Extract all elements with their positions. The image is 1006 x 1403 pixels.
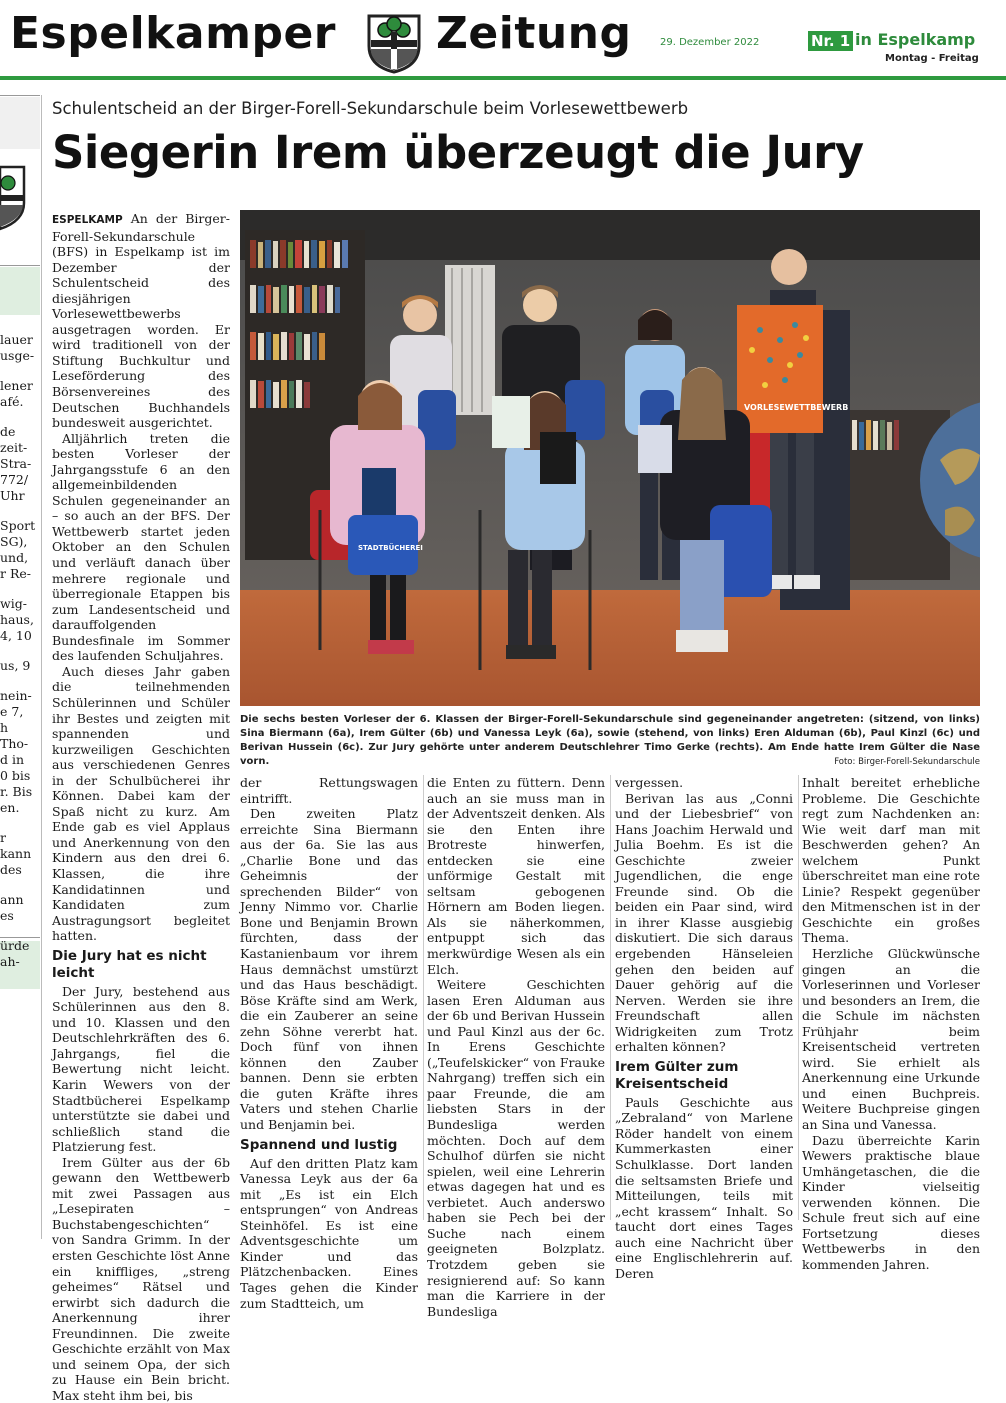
paper-name-second: Zeitung (436, 8, 632, 59)
strip-text-line: nein- (0, 688, 32, 703)
strip-text-line: ah- (0, 954, 20, 969)
strip-text-line: ürde (0, 938, 30, 953)
article-column-5 (802, 775, 980, 1273)
paragraph: Den zweiten Platz erreichte Sina Biermann aus der 6a. Sie las aus „Charlie Bone und das Geheimnis der sprechenden Bilder“ von Jenny Nimmo vor. Charlie Bone und Benjamin Brown fürchten, dass der Kastanienbaum vor ihrem Haus demnächst umstürzt und das Haus beschädigt. Böse Kräfte sind am Werk, die ein Zauberer an seine zehn Söhne vererbt hat. Doch fünf von ihnen können den Zauber bannen. Denn sie erbten die guten Kräfte ihres Vaters und stehen Charlie und Benjamin bei. (240, 806, 418, 1133)
strip-text-line: r (0, 830, 6, 845)
strip-text-line: Uhr (0, 488, 25, 503)
caption-text: Die sechs besten Vorleser der 6. Klassen der Birger-Forell-Sekundarschule sind gegeneinander angetreten: (sitzend, von links) Sina Biermann (6a), Irem Gülter (6b) und Vanessa Leyk (6a), sowie (stehend, von links) Eren Alduman (6b), Paul Kinzl (6c) und Berivan Hussein (6c). Zur Jury gehörte unter anderem Deutschlehrer Timo Gerke (rechts). Am Ende hatte Irem Gülter die Nase vorn. (240, 714, 980, 767)
article-column-4 (615, 775, 793, 1281)
paragraph: Inhalt bereitet erhebliche Probleme. Die Geschichte regt zum Nachdenken an: Wie weit darf man mit Beschwerden gehen? An welchem Punkt überschreitet man eine rote Linie? Respekt gegenüber den Mitmenschen ist in der Geschichte ein großes Thema. (802, 775, 980, 946)
strip-text-line: lauer (0, 332, 33, 347)
subheading: Die Jury hat es nicht leicht (52, 947, 207, 981)
paragraph: Dazu überreichte Karin Wewers praktische blaue Umhängetaschen, die die Kinder vielseitig verwenden können. Die Schule freut sich auf eine Fortsetzung dieses Wettbewerbs in den kommenden Jahren. (802, 1132, 980, 1272)
paragraph: Berivan las aus „Conni und der Liebesbrief“ von Hans Joachim Herwald und Julia Boehm. Es ist die Geschichte zweier Jugendlichen, die enge Freunde sind. Ob die beiden ein Paar sind, wird in ihrer Klasse ausgiebig diskutiert. Die sich daraus ergebenden Hänseleien gehen den beiden auf Dauer gehörig auf die Nerven. Werden sie ihre Freundschaft allen Widrigkeiten zum Trotz erhalten können? (615, 790, 793, 1055)
paragraph: Weitere Geschichten lasen Eren Alduman aus der 6b und Berivan Hussein und Paul Kinzl aus der 6c. In Erens Geschichte („Teufelskicker“ von Frauke Nahrgang) treffen sich ein paar Freunde, die am liebsten Stars in der Bundesliga werden möchten. Doch auf dem Schulhof dürfen sie nicht spielen, weil eine Lehrerin etwas dagegen hat und es verbietet. Auch anderswo haben sie Pech bei der Suche nach einem geeigneten Bolzplatz. Trotzdem geben sie resignierend auf: So kann man die Karriere in der Bundesliga (427, 977, 605, 1319)
photo-credit: Foto: Birger-Forell-Sekundarschule (834, 757, 980, 767)
poster-text: VORLESEWETTBEWERB (744, 403, 849, 412)
strip-text-line: usge- (0, 348, 35, 363)
publication-frequency: Montag - Freitag (885, 53, 979, 64)
strip-text-line: d in (0, 752, 25, 767)
article-column-3 (427, 775, 605, 1319)
paragraph: vergessen. (615, 775, 684, 790)
paragraph (52, 211, 230, 431)
strip-text-line: 4, 10 (0, 628, 32, 643)
strip-text-line: h (0, 720, 9, 735)
masthead-rule (0, 76, 1006, 80)
strip-text-line: es (0, 908, 14, 923)
nr1-text: in Espelkamp (855, 30, 976, 49)
paper-name: Espelkamper (10, 8, 337, 59)
strip-text-line: Tho- (0, 736, 29, 751)
book-cover-3 (638, 425, 672, 473)
book-cover (362, 468, 396, 518)
article-kicker: Schulentscheid an der Birger-Forell-Sekundarschule beim Vorlesewettbewerb (52, 99, 689, 118)
paragraph-text: An der Birger-Forell-Sekundarschule (BFS) in Espelkamp ist im Dezember der Schulentscheid des diesjährigen Vorlesewettbewerbs ausgetragen worden. Er wird traditionell von der Stiftung Buchkultur und Leseförderung des Börsenvereines des Deutschen Buchhandels bundesweit ausgerichtet. (52, 211, 230, 431)
dateline: ESPELKAMP (52, 214, 123, 226)
paragraph: Irem Gülter aus der 6b gewann den Wettbewerb mit zwei Passagen aus „Lesepiraten – Buchstabengeschichten“ von Sandra Grimm. In der ersten Geschichte löst Anne ein kniffliges, „streng geheimes“ Rätsel und erwirbt sich dadurch die Anerkennung ihrer Freundinnen. Die zweite Geschichte erzählt von Max und seinem Opa, der sich zu Hause ein Bein bricht. Max steht ihm bei, bis (52, 1154, 230, 1403)
strip-text-line: en. (0, 800, 20, 815)
strip-text-line: e 7, (0, 704, 24, 719)
article-headline: Siegerin Irem überzeugt die Jury (52, 126, 864, 179)
strip-text-line: kann (0, 846, 32, 861)
subheading: Irem Gülter zum Kreisentscheid (615, 1058, 739, 1092)
strip-text-line: afé. (0, 394, 24, 409)
strip-text-line: des (0, 862, 22, 877)
strip-text-line: r. Bis (0, 784, 33, 799)
paragraph: Pauls Geschichte aus „Zebraland“ von Marlene Röder handelt von einem Kummerkasten einer Schulklasse. Dort landen die seltsamsten Briefe und Mitteilungen, teils mit „echt krassem“ Inhalt. So taucht dort eines Tages auch eine Nachricht über eine Englischlehrerin auf. Deren (615, 1094, 793, 1281)
crest-fragment-icon (0, 163, 26, 235)
article-photo (240, 210, 980, 706)
subheading: Spannend und lustig (240, 1136, 398, 1153)
paragraph: die Enten zu füttern. Denn auch an sie muss man in der Adventszeit denken. Als sie den Enten ihre Brotreste hinwerfen, entdecken sie eine unförmige Gestalt mit seltsam gebogenen Hörnern am Boden liegen. Als sie näherkommen, entpuppt sich das merkwürdige Wesen als ein Elch. (427, 775, 605, 977)
issue-date: 29. Dezember 2022 (660, 37, 760, 48)
column-divider (610, 775, 611, 1220)
strip-text-line: 0 bis (0, 768, 31, 783)
photo-caption (240, 713, 980, 769)
bag-text: STADTBÜCHEREI (358, 544, 423, 552)
book-cover-2 (540, 432, 576, 484)
strip-text-line: 772/ (0, 472, 29, 487)
strip-text-line: us, 9 (0, 658, 31, 673)
masthead (0, 0, 1006, 82)
paragraph: Auf den dritten Platz kam Vanessa Leyk aus der 6a mit „Es ist ein Elch entsprungen“ von Andreas Steinhöfel. Es ist eine Adventsgeschichte um Kinder und das Plätzchenbacken. Eines Tages gehen die Kinder zum Stadtteich, um (240, 1155, 418, 1311)
strip-text-line: wig- (0, 596, 27, 611)
article-column-2 (240, 775, 418, 1311)
strip-text-line: Sport (0, 518, 36, 533)
strip-text-line: lener (0, 378, 33, 393)
neighbor-column-strip (0, 95, 42, 1239)
strip-text-line: Stra- (0, 456, 32, 471)
column-divider (798, 775, 799, 1220)
paragraph: Alljährlich treten die besten Vorleser der Jahrgangsstufe 6 an den allgemeinbildenden Schulen gegeneinander an – so auch an der BFS. Der Wettbewerb startet jeden Oktober an den Schulen und verläuft danach über mehrere regionale und überregionale Etappen bis zum Landesentscheid und darauffolgenden Bundesfinale im Sommer des laufenden Schuljahres. (52, 430, 230, 664)
strip-text-line: und, (0, 550, 29, 565)
paragraph: der Rettungswagen eintrifft. (240, 775, 418, 806)
paragraph: Herzliche Glückwünsche gingen an die Vorleserinnen und Vorleser und besonders an Irem, die die Schule im nächsten Frühjahr beim Kreisentscheid vertreten wird. Sie erhielt als Anerkennung eine Urkunde und einen Buchpreis. Weitere Buchpreise gingen an Sina und Vanessa. (802, 946, 980, 1133)
strip-text-line: SG), (0, 534, 28, 549)
strip-text-line: de (0, 424, 16, 439)
certificate (492, 396, 530, 448)
paragraph: Auch dieses Jahr gaben die teilnehmenden Schülerinnen und Schüler ihr Bestes und zeigten mit spannenden und kurzweiligen Geschichten aus verschiedenen Genres in der Schulbücherei ihr Können. Dabei kam der Spaß nicht zu kurz. Am Ende gab es viel Applaus und Anerkennung von den Kindern aus den drei 6. Klassen, die ihre Kandidatinnen und Kandidaten zum Austragungsort begleitet hatten. (52, 663, 230, 944)
strip-text-line: r Re- (0, 566, 31, 581)
strip-text-line: haus, (0, 612, 34, 627)
column-divider (423, 775, 424, 1220)
paragraph: Der Jury, bestehend aus Schülerinnen aus den 8. und 10. Klassen und den Deutschlehrkräften des 6. Jahrgangs, fiel die Bewertung nicht leicht. Karin Wewers von der Stadtbücherei Espelkamp unterstützte sie dabei und schließlich stand die Platzierung fest. (52, 983, 230, 1155)
city-crest-icon (365, 12, 423, 74)
strip-text-line: zeit- (0, 440, 28, 455)
column-divider (41, 95, 42, 1239)
article-column-1 (52, 211, 230, 1403)
strip-text-line: ann (0, 892, 24, 907)
nr1-badge: Nr. 1 (808, 31, 853, 51)
poster (737, 305, 823, 433)
